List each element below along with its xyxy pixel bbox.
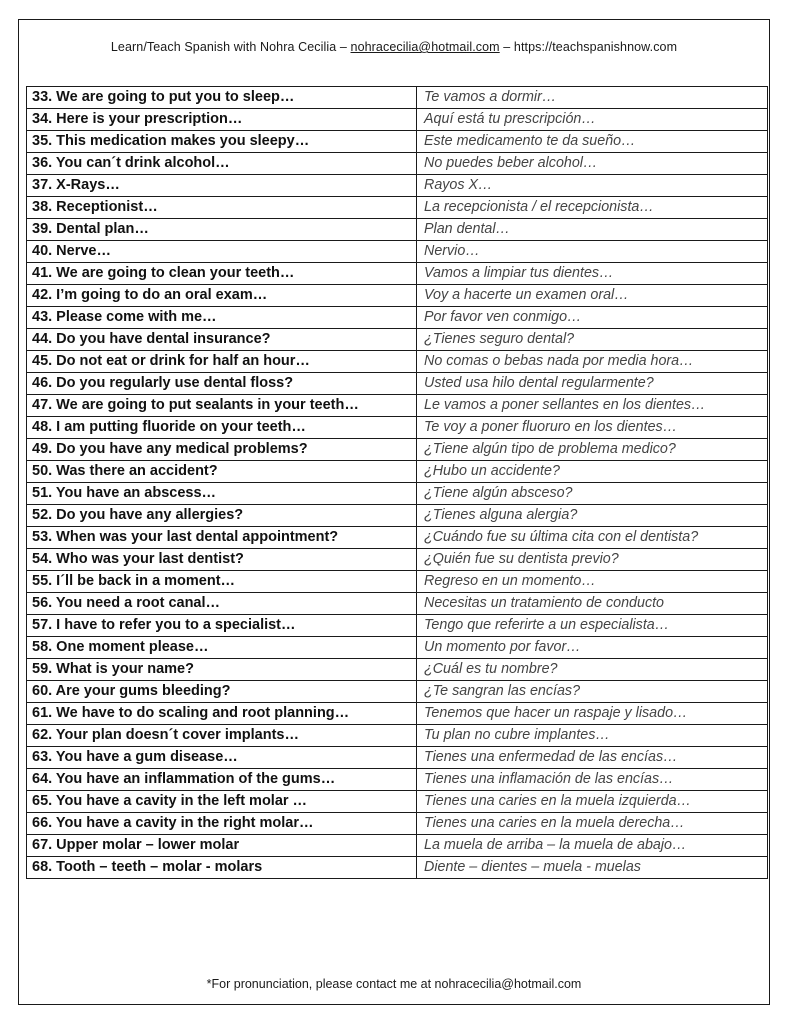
- page-frame: [18, 19, 770, 1005]
- english-phrase: 35. This medication makes you sleepy…: [27, 131, 417, 153]
- table-row: [27, 725, 768, 747]
- english-phrase: 54. Who was your last dentist?: [27, 549, 417, 571]
- english-phrase: 64. You have an inflammation of the gums…: [27, 769, 417, 791]
- english-phrase: 66. You have a cavity in the right molar…: [27, 813, 417, 835]
- table-row: [27, 835, 768, 857]
- table-row: [27, 747, 768, 769]
- spanish-translation: Plan dental…: [417, 219, 768, 241]
- english-phrase: 48. I am putting fluoride on your teeth…: [27, 417, 417, 439]
- page-footer: *For pronunciation, please contact me at nohracecilia@hotmail.com: [206, 977, 582, 991]
- spanish-translation: Tu plan no cubre implantes…: [417, 725, 768, 747]
- table-row: [27, 307, 768, 329]
- english-phrase: 46. Do you regularly use dental floss?: [27, 373, 417, 395]
- spanish-translation: Regreso en un momento…: [417, 571, 768, 593]
- english-phrase: 50. Was there an accident?: [27, 461, 417, 483]
- spanish-translation: ¿Te sangran las encías?: [417, 681, 768, 703]
- spanish-translation: Tienes una caries en la muela derecha…: [417, 813, 768, 835]
- english-phrase: 61. We have to do scaling and root planning…: [27, 703, 417, 725]
- table-row: [27, 857, 768, 879]
- spanish-translation: Tienes una inflamación de las encías…: [417, 769, 768, 791]
- spanish-translation: Este medicamento te da sueño…: [417, 131, 768, 153]
- spanish-translation: ¿Hubo un accidente?: [417, 461, 768, 483]
- table-row: [27, 615, 768, 637]
- header-website: – https://teachspanishnow.com: [499, 40, 678, 54]
- table-row: [27, 87, 768, 109]
- table-row: [27, 175, 768, 197]
- table-row: [27, 681, 768, 703]
- spanish-translation: No puedes beber alcohol…: [417, 153, 768, 175]
- spanish-translation: Por favor ven conmigo…: [417, 307, 768, 329]
- table-row: [27, 241, 768, 263]
- english-phrase: 40. Nerve…: [27, 241, 417, 263]
- spanish-translation: Voy a hacerte un examen oral…: [417, 285, 768, 307]
- table-row: [27, 571, 768, 593]
- table-row: [27, 109, 768, 131]
- table-row: [27, 791, 768, 813]
- table-row: [27, 769, 768, 791]
- spanish-translation: ¿Tiene algún tipo de problema medico?: [417, 439, 768, 461]
- english-phrase: 65. You have a cavity in the left molar …: [27, 791, 417, 813]
- spanish-translation: Tienes una caries en la muela izquierda…: [417, 791, 768, 813]
- spanish-translation: ¿Cuál es tu nombre?: [417, 659, 768, 681]
- english-phrase: 62. Your plan doesn´t cover implants…: [27, 725, 417, 747]
- english-phrase: 33. We are going to put you to sleep…: [27, 87, 417, 109]
- english-phrase: 59. What is your name?: [27, 659, 417, 681]
- table-row: [27, 263, 768, 285]
- table-row: [27, 637, 768, 659]
- spanish-translation: Rayos X…: [417, 175, 768, 197]
- english-phrase: 38. Receptionist…: [27, 197, 417, 219]
- english-phrase: 53. When was your last dental appointment?: [27, 527, 417, 549]
- english-phrase: 51. You have an abscess…: [27, 483, 417, 505]
- english-phrase: 57. I have to refer you to a specialist…: [27, 615, 417, 637]
- english-phrase: 41. We are going to clean your teeth…: [27, 263, 417, 285]
- table-row: [27, 351, 768, 373]
- spanish-translation: Vamos a limpiar tus dientes…: [417, 263, 768, 285]
- spanish-translation: ¿Cuándo fue su última cita con el dentista?: [417, 527, 768, 549]
- table-row: [27, 417, 768, 439]
- spanish-translation: Tengo que referirte a un especialista…: [417, 615, 768, 637]
- table-row: [27, 813, 768, 835]
- english-phrase: 36. You can´t drink alcohol…: [27, 153, 417, 175]
- english-phrase: 60. Are your gums bleeding?: [27, 681, 417, 703]
- spanish-translation: ¿Tienes alguna alergia?: [417, 505, 768, 527]
- english-phrase: 34. Here is your prescription…: [27, 109, 417, 131]
- spanish-translation: ¿Quién fue su dentista previo?: [417, 549, 768, 571]
- table-row: [27, 285, 768, 307]
- english-phrase: 44. Do you have dental insurance?: [27, 329, 417, 351]
- english-phrase: 55. I´ll be back in a moment…: [27, 571, 417, 593]
- english-phrase: 47. We are going to put sealants in your teeth…: [27, 395, 417, 417]
- english-phrase: 67. Upper molar – lower molar: [27, 835, 417, 857]
- table-row: [27, 527, 768, 549]
- spanish-translation: Le vamos a poner sellantes en los dientes…: [417, 395, 768, 417]
- spanish-translation: Usted usa hilo dental regularmente?: [417, 373, 768, 395]
- table-row: [27, 197, 768, 219]
- header-prefix: Learn/Teach Spanish with Nohra Cecilia –: [110, 40, 351, 54]
- table-row: [27, 329, 768, 351]
- table-row: [27, 219, 768, 241]
- table-row: [27, 703, 768, 725]
- table-row: [27, 395, 768, 417]
- table-row: [27, 461, 768, 483]
- english-phrase: 37. X-Rays…: [27, 175, 417, 197]
- table-row: [27, 549, 768, 571]
- english-phrase: 42. I’m going to do an oral exam…: [27, 285, 417, 307]
- spanish-translation: Aquí está tu prescripción…: [417, 109, 768, 131]
- table-row: [27, 373, 768, 395]
- spanish-translation: Te voy a poner fluoruro en los dientes…: [417, 417, 768, 439]
- table-row: [27, 153, 768, 175]
- spanish-translation: Te vamos a dormir…: [417, 87, 768, 109]
- header-email-link[interactable]: nohracecilia@hotmail.com: [350, 40, 500, 54]
- table-row: [27, 439, 768, 461]
- english-phrase: 43. Please come with me…: [27, 307, 417, 329]
- english-phrase: 49. Do you have any medical problems?: [27, 439, 417, 461]
- spanish-translation: Un momento por favor…: [417, 637, 768, 659]
- table-row: [27, 505, 768, 527]
- table-row: [27, 131, 768, 153]
- english-phrase: 68. Tooth – teeth – molar - molars: [27, 857, 417, 879]
- spanish-translation: Tenemos que hacer un raspaje y lisado…: [417, 703, 768, 725]
- spanish-translation: ¿Tiene algún absceso?: [417, 483, 768, 505]
- spanish-translation: Tienes una enfermedad de las encías…: [417, 747, 768, 769]
- spanish-translation: La recepcionista / el recepcionista…: [417, 197, 768, 219]
- english-phrase: 52. Do you have any allergies?: [27, 505, 417, 527]
- english-phrase: 56. You need a root canal…: [27, 593, 417, 615]
- spanish-translation: La muela de arriba – la muela de abajo…: [417, 835, 768, 857]
- page-header: [19, 40, 769, 54]
- spanish-translation: Necesitas un tratamiento de conducto: [417, 593, 768, 615]
- table-row: [27, 483, 768, 505]
- spanish-translation: Nervio…: [417, 241, 768, 263]
- table-row: [27, 593, 768, 615]
- vocabulary-table: [26, 86, 768, 879]
- english-phrase: 63. You have a gum disease…: [27, 747, 417, 769]
- spanish-translation: No comas o bebas nada por media hora…: [417, 351, 768, 373]
- spanish-translation: Diente – dientes – muela - muelas: [417, 857, 768, 879]
- english-phrase: 58. One moment please…: [27, 637, 417, 659]
- spanish-translation: ¿Tienes seguro dental?: [417, 329, 768, 351]
- english-phrase: 45. Do not eat or drink for half an hour…: [27, 351, 417, 373]
- table-row: [27, 659, 768, 681]
- english-phrase: 39. Dental plan…: [27, 219, 417, 241]
